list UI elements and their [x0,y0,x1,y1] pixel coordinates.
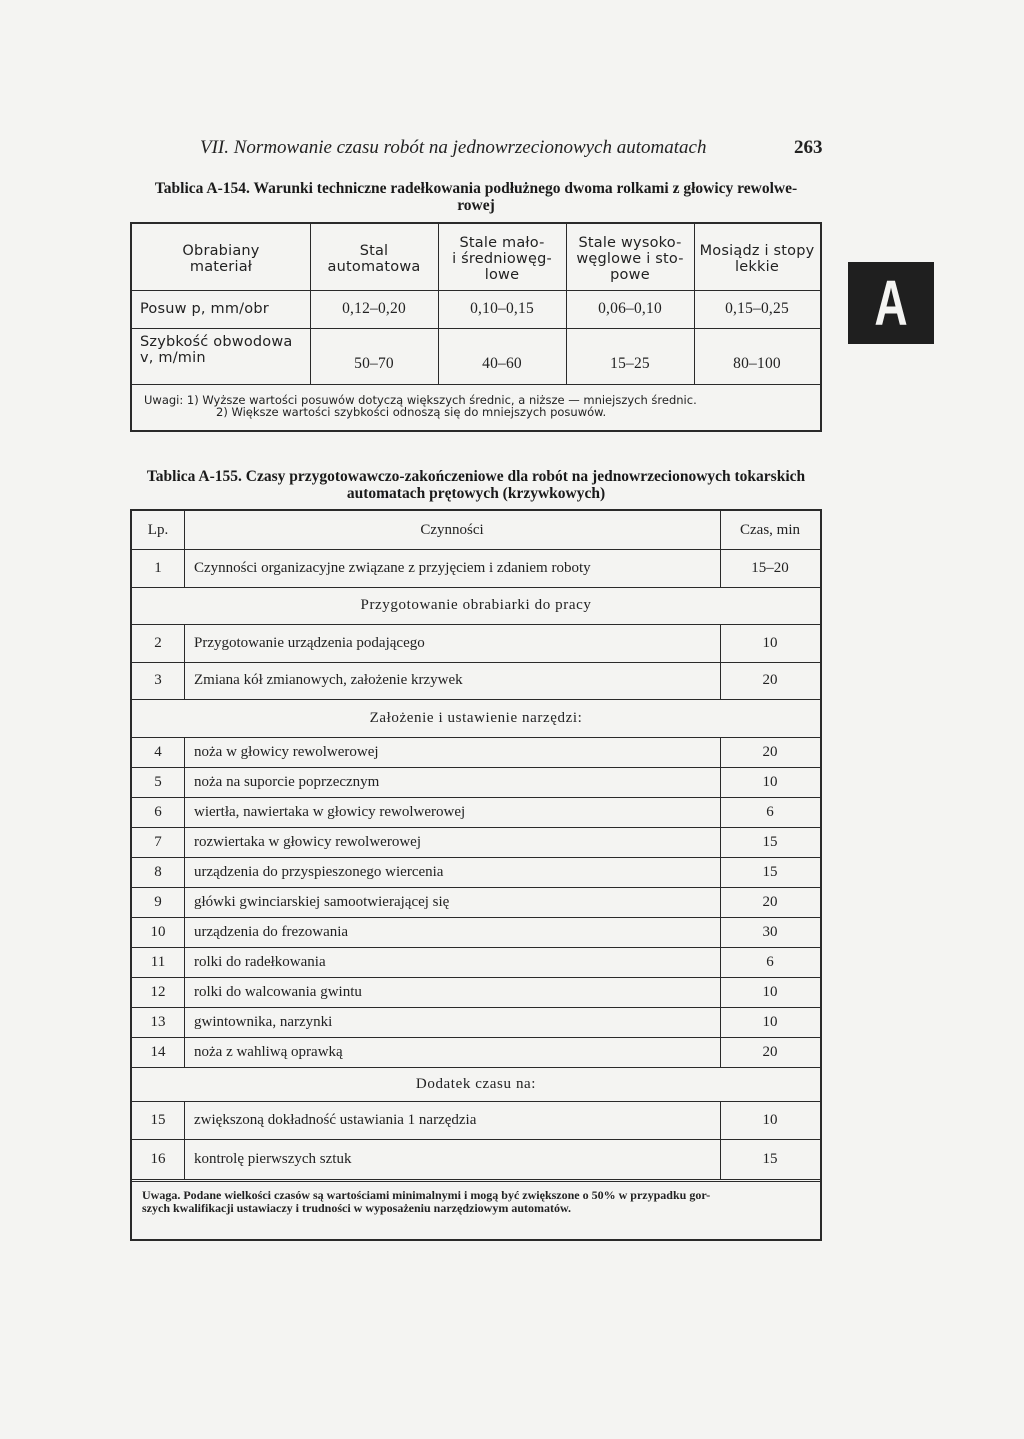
column-divider [720,947,721,977]
t2-cell-activity: Zmiana kół zmianowych, założenie krzywek [194,672,463,688]
column-divider [184,947,185,977]
t1-cell: 0,06–0,10 [598,300,662,317]
t2-cell-lp: 5 [154,773,162,790]
row-divider [132,1007,820,1008]
t2-cell-activity: wiertła, nawiertaka w głowicy rewolwerowej [194,803,466,820]
t1-header-high-carbon: Stale wysoko- węglowe i sto- powe [576,235,684,283]
column-divider [184,977,185,1007]
t2-cell-lp: 7 [154,833,162,850]
column-divider [184,511,185,549]
t2-cell-time: 15 [762,863,778,880]
table2 [130,509,822,1241]
column-divider [184,624,185,662]
t2-cell-activity: kontrolę pierwszych sztuk [194,1150,352,1167]
row-divider [132,827,820,828]
column-divider [184,917,185,947]
t2-cell-lp: 6 [154,803,162,820]
t2-cell-activity: główki gwinciarskiej samootwierającej się [194,893,450,910]
column-divider [720,1101,721,1139]
row-divider [132,1181,820,1182]
row-divider [132,1067,820,1068]
column-divider [184,827,185,857]
t2-cell-lp: 16 [150,1150,166,1167]
column-divider [720,767,721,797]
row-divider [132,699,820,700]
t2-section-heading: Dodatek czasu na: [415,1075,537,1092]
row-divider [132,797,820,798]
t2-cell-activity: noża na suporcie poprzecznym [194,773,380,790]
t2-cell-lp: 4 [154,743,162,760]
t2-cell-time: 6 [766,803,774,820]
t2-cell-activity: rozwiertaka w głowicy rewolwerowej [194,833,421,850]
t2-cell-time: 10 [762,634,778,651]
t2-cell-activity: rolki do walcowania gwintu [194,983,362,1000]
t2-cell-time: 15–20 [751,559,789,576]
table1-title-line1: Tablica A-154. Warunki techniczne radełkowania podłużnego dwoma rolkami z głowicy rewolwe- [154,180,798,197]
t2-cell-time: 20 [762,672,778,688]
t2-section-heading: Przygotowanie obrabiarki do pracy [360,597,592,613]
table2-title-line1: Tablica A-155. Czasy przygotowawczo-zakończeniowe dla robót na jednowrzecionowych tokarskich [146,468,806,485]
t1-cell: 0,12–0,20 [342,300,406,317]
row-divider [132,737,820,738]
table1 [130,222,822,432]
row-divider [132,549,820,550]
section-tab-marker [848,262,934,344]
t2-cell-lp: 15 [150,1111,166,1128]
t2-cell-time: 30 [762,923,778,940]
column-divider [184,662,185,699]
column-divider [720,662,721,699]
t1-cell: 0,10–0,15 [470,300,534,317]
t2-cell-time: 15 [762,833,778,850]
row-divider [132,1101,820,1102]
t2-cell-time: 10 [762,1013,778,1030]
t2-cell-activity: urządzenia do frezowania [194,923,349,940]
column-divider [720,737,721,767]
t2-cell-lp: 11 [150,953,166,970]
t2-cell-time: 6 [766,953,774,970]
column-divider [184,1037,185,1067]
t2-cell-activity: gwintownika, narzynki [194,1013,333,1030]
t2-cell-lp: 2 [154,634,162,651]
column-divider [184,1007,185,1037]
column-divider [720,827,721,857]
column-divider [184,887,185,917]
t2-header-lp: Lp. [147,521,169,538]
row-divider [132,977,820,978]
t2-cell-lp: 1 [154,559,162,576]
column-divider [720,797,721,827]
row-divider [132,857,820,858]
column-divider [184,1101,185,1139]
section-letter: A [874,267,908,339]
t1-header-free-cutting-steel: Stal automatowa [327,243,421,275]
t2-cell-lp: 13 [150,1013,166,1030]
column-divider [720,887,721,917]
t2-cell-time: 15 [762,1150,778,1167]
t1-note-line2: 2) Większe wartości szybkości odnoszą się do mniejszych posuwów. [216,405,607,419]
table1-title-line2: rowej [457,197,495,214]
column-divider [720,1007,721,1037]
t2-header-activity: Czynności [420,521,484,538]
t2-cell-time: 10 [762,773,778,790]
table2-title-line2: automatach prętowych (krzywkowych) [346,485,606,502]
t2-cell-time: 10 [762,983,778,1000]
t1-header-low-medium-carbon: Stale mało- i średniowęg- lowe [452,235,552,283]
t2-cell-time: 20 [762,893,778,910]
column-divider [720,1037,721,1067]
row-divider [132,1037,820,1038]
t2-cell-lp: 9 [154,893,162,910]
t2-cell-activity: rolki do radełkowania [194,953,326,970]
t2-cell-lp: 12 [150,983,166,1000]
column-divider [184,767,185,797]
t2-cell-activity: zwiększoną dokładność ustawiania 1 narzędzia [194,1111,477,1128]
row-divider [132,587,820,588]
row-divider [132,767,820,768]
column-divider [720,857,721,887]
row-divider [132,887,820,888]
t1-cell: 0,15–0,25 [725,300,789,317]
t2-section-heading: Założenie i ustawienie narzędzi: [369,709,583,726]
t1-header-brass: Mosiądz i stopy lekkie [699,243,815,275]
row-divider [132,624,820,625]
page-number: 263 [794,137,823,158]
t1-row-speed-label: Szybkość obwodowa v, m/min [140,334,293,366]
t2-cell-lp: 8 [154,863,162,880]
t2-cell-activity: Przygotowanie urządzenia podającego [194,634,425,651]
column-divider [720,549,721,587]
t1-cell: 40–60 [482,355,522,372]
column-divider [184,549,185,587]
t1-row-feed-label: Posuw p, mm/obr [140,301,269,317]
t2-note-line1: Uwaga. Podane wielkości czasów są wartościami minimalnymi i mogą być zwiększone o 50% w przypadku gor- [142,1188,711,1202]
t2-cell-lp: 14 [150,1043,166,1060]
t1-cell: 80–100 [733,355,781,372]
t2-cell-lp: 3 [154,672,162,688]
row-divider [132,1179,820,1180]
column-divider [720,1139,721,1179]
t2-header-time: Czas, min [740,521,800,538]
column-divider [184,797,185,827]
t1-cell: 15–25 [610,355,650,372]
t2-cell-activity: noża z wahliwą oprawką [194,1043,343,1060]
column-divider [184,857,185,887]
t2-cell-activity: noża w głowicy rewolwerowej [194,743,379,760]
t2-cell-time: 20 [762,1043,778,1060]
t1-header-material: Obrabiany materiał [182,243,260,275]
column-divider [720,977,721,1007]
column-divider [184,1139,185,1179]
running-title: VII. Normowanie czasu robót na jednowrzecionowych automatach [200,137,707,158]
t2-cell-activity: Czynności organizacyjne związane z przyjęciem i zdaniem roboty [194,559,591,576]
t2-note-line2: szych kwalifikacji ustawiaczy i trudności w wyposażeniu narzędziowym automatów. [142,1201,571,1215]
column-divider [720,511,721,549]
row-divider [132,917,820,918]
row-divider [132,662,820,663]
row-divider [132,1139,820,1140]
row-divider [132,947,820,948]
column-divider [184,737,185,767]
t2-cell-time: 10 [762,1111,778,1128]
t2-cell-lp: 10 [150,923,166,940]
column-divider [720,917,721,947]
t1-note-line1: Uwagi: 1) Wyższe wartości posuwów dotyczą większych średnic, a niższe — mniejszych średnic. [144,393,697,407]
t1-cell: 50–70 [354,355,394,372]
column-divider [720,624,721,662]
t2-cell-activity: urządzenia do przyspieszonego wiercenia [194,863,444,880]
t2-cell-time: 20 [762,743,778,760]
